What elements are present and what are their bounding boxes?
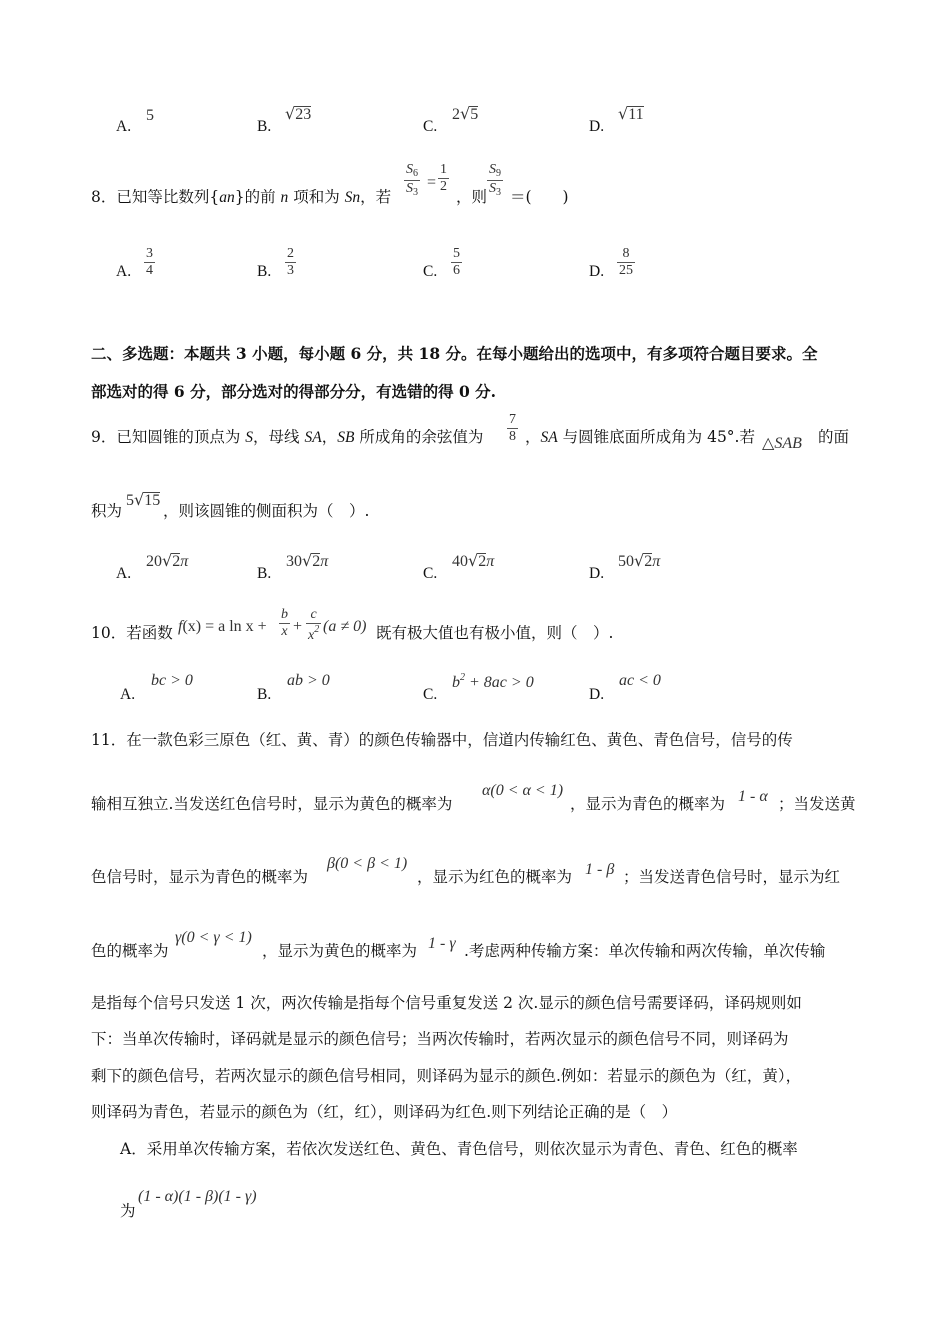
q9-option-d-label: D.	[589, 565, 605, 582]
q8-fraction-s6-s3: $\frac{S_6}{S_3}$	[406, 162, 418, 198]
q11-line4-a: 色的概率为	[91, 942, 169, 960]
q9-triangle-sab: △SAB	[762, 435, 802, 452]
q11-one-minus-alpha: 1 - α	[738, 788, 768, 805]
q11-option-a-line1: A．采用单次传输方案，若依次发送红色、黄色、青色信号，则依次显示为青色、青色、红色的概率	[120, 1140, 798, 1158]
q9-stem-line2-end: ，则该圆锥的侧面积为（ ）.	[163, 502, 370, 520]
q8-option-d-value: $\frac{8}{25}$	[619, 246, 633, 279]
q8-option-d-label: D.	[589, 263, 605, 280]
q11-line3-b: ，显示为红色的概率为	[417, 868, 573, 886]
q7-option-b-label: B.	[257, 118, 272, 135]
q10-option-b-label: B.	[257, 686, 272, 703]
q7-option-c-value: 2√5	[452, 104, 479, 123]
q11-line4-c: .考虑两种传输方案：单次传输和两次传输，单次传输	[464, 942, 826, 960]
q8-equals: =	[427, 174, 437, 191]
q10-option-a-value: bc > 0	[151, 672, 193, 689]
q9-stem-line2-start: 积为	[91, 502, 123, 520]
q9-stem-line1-end: 的面	[818, 428, 850, 446]
q11-line1: 11．在一款色彩三原色（红、黄、青）的颜色传输器中，信道内传输红色、黄色、青色信号，信号的传	[91, 731, 793, 749]
q10-fraction-c-over-x2: $\frac{c}{x^2}$	[308, 607, 320, 644]
q11-gamma-range: γ(0 < γ < 1)	[175, 929, 252, 946]
q8-option-c-value: $\frac{5}{6}$	[453, 246, 460, 279]
q9-option-d-value: 50√2π	[618, 551, 661, 570]
q11-line8: 则译码为青色，若显示的颜色为（红，红），则译码为红色.则下列结论正确的是（ ）	[91, 1103, 678, 1121]
q10-stem-end: 既有极大值也有极小值，则（ ）.	[376, 624, 614, 642]
q8-fraction-s9-s3: $\frac{S_9}{S_3}$	[489, 162, 501, 198]
q11-line6: 下：当单次传输时，译码就是显示的颜色信号；当两次传输时，若两次显示的颜色信号不同，则译码为	[91, 1030, 789, 1048]
q9-option-c-value: 40√2π	[452, 551, 495, 570]
q9-cosine-fraction: $\frac{7}{8}$	[509, 412, 516, 445]
q8-blank: ＝( )	[510, 188, 569, 206]
q7-option-d-label: D.	[589, 118, 605, 135]
q11-line2-a: 输相互独立.当发送红色信号时，显示为黄色的概率为	[91, 795, 453, 813]
q11-line7: 剩下的颜色信号，若两次显示的颜色信号相同，则译码为显示的颜色.例如：若显示的颜色为（红，黄），	[91, 1067, 802, 1085]
q7-option-c-label: C.	[423, 118, 438, 135]
q8-then: ，则	[456, 188, 488, 206]
q8-option-c-label: C.	[423, 263, 438, 280]
q11-one-minus-gamma: 1 - γ	[428, 935, 456, 952]
q11-line5: 是指每个信号只发送 1 次，两次传输是指每个信号重复发送 2 次.显示的颜色信号需要译码，译码规则如	[91, 994, 802, 1012]
q11-line2-b: ，显示为青色的概率为	[570, 795, 726, 813]
q9-option-b-value: 30√2π	[286, 551, 329, 570]
section2-heading-line2: 部选对的得 6 分，部分选对的得部分分，有选错的得 0 分.	[91, 382, 497, 401]
q10-function-lhs: f(x) = a ln x +	[178, 618, 267, 635]
q11-alpha-range: α(0 < α < 1)	[482, 782, 564, 799]
q7-option-a-value: 5	[146, 107, 154, 124]
q9-stem-line1-part2: ，SA 与圆锥底面所成角为 45°.若	[525, 428, 755, 446]
q10-option-a-label: A.	[120, 686, 136, 703]
q7-option-a-label: A.	[116, 118, 132, 135]
q8-fraction-half: $\frac{1}{2}$	[440, 162, 447, 195]
q9-option-a-value: 20√2π	[146, 551, 189, 570]
q8-stem: 8．已知等比数列{an}的前 n 项和为 Sn，若	[91, 188, 392, 206]
q11-line2-c: ；当发送黄	[778, 795, 856, 813]
q9-area-value: 5√15	[126, 490, 161, 509]
section2-heading-line1: 二、多选题：本题共 3 小题，每小题 6 分，共 18 分。在每小题给出的选项中，有多项符合题目要求。全	[91, 344, 818, 363]
q11-beta-range: β(0 < β < 1)	[327, 855, 408, 872]
q8-option-b-value: $\frac{2}{3}$	[287, 246, 294, 279]
q10-plus: +	[293, 618, 303, 635]
q11-line4-b: ，显示为黄色的概率为	[262, 942, 418, 960]
q10-fraction-b-over-x: $\frac{b}{x}$	[281, 607, 288, 640]
q11-option-a-expression: (1 - α)(1 - β)(1 - γ)	[138, 1188, 257, 1205]
q9-option-c-label: C.	[423, 565, 438, 582]
q11-option-a-line2: 为	[120, 1202, 136, 1220]
q11-line3-c: ；当发送青色信号时，显示为红	[623, 868, 841, 886]
q9-stem-line1-part1: 9．已知圆锥的顶点为 S，母线 SA，SB 所成角的余弦值为	[91, 428, 484, 446]
q9-option-a-label: A.	[116, 565, 132, 582]
q10-option-d-label: D.	[589, 686, 605, 703]
q10-option-c-value: $b^2 + 8ac > 0$	[452, 672, 534, 691]
q7-option-b-value: √23	[285, 104, 312, 123]
q8-option-a-label: A.	[116, 263, 132, 280]
q9-option-b-label: B.	[257, 565, 272, 582]
q11-line3-a: 色信号时，显示为青色的概率为	[91, 868, 309, 886]
q10-option-c-label: C.	[423, 686, 438, 703]
q10-option-d-value: ac < 0	[619, 672, 661, 689]
q7-option-d-value: √11	[618, 104, 644, 123]
q10-option-b-value: ab > 0	[287, 672, 330, 689]
q8-option-b-label: B.	[257, 263, 272, 280]
q11-one-minus-beta: 1 - β	[585, 861, 615, 878]
q8-option-a-value: $\frac{3}{4}$	[146, 246, 153, 279]
q10-condition: (a ≠ 0)	[323, 618, 367, 635]
q10-stem-start: 10．若函数	[91, 624, 173, 642]
